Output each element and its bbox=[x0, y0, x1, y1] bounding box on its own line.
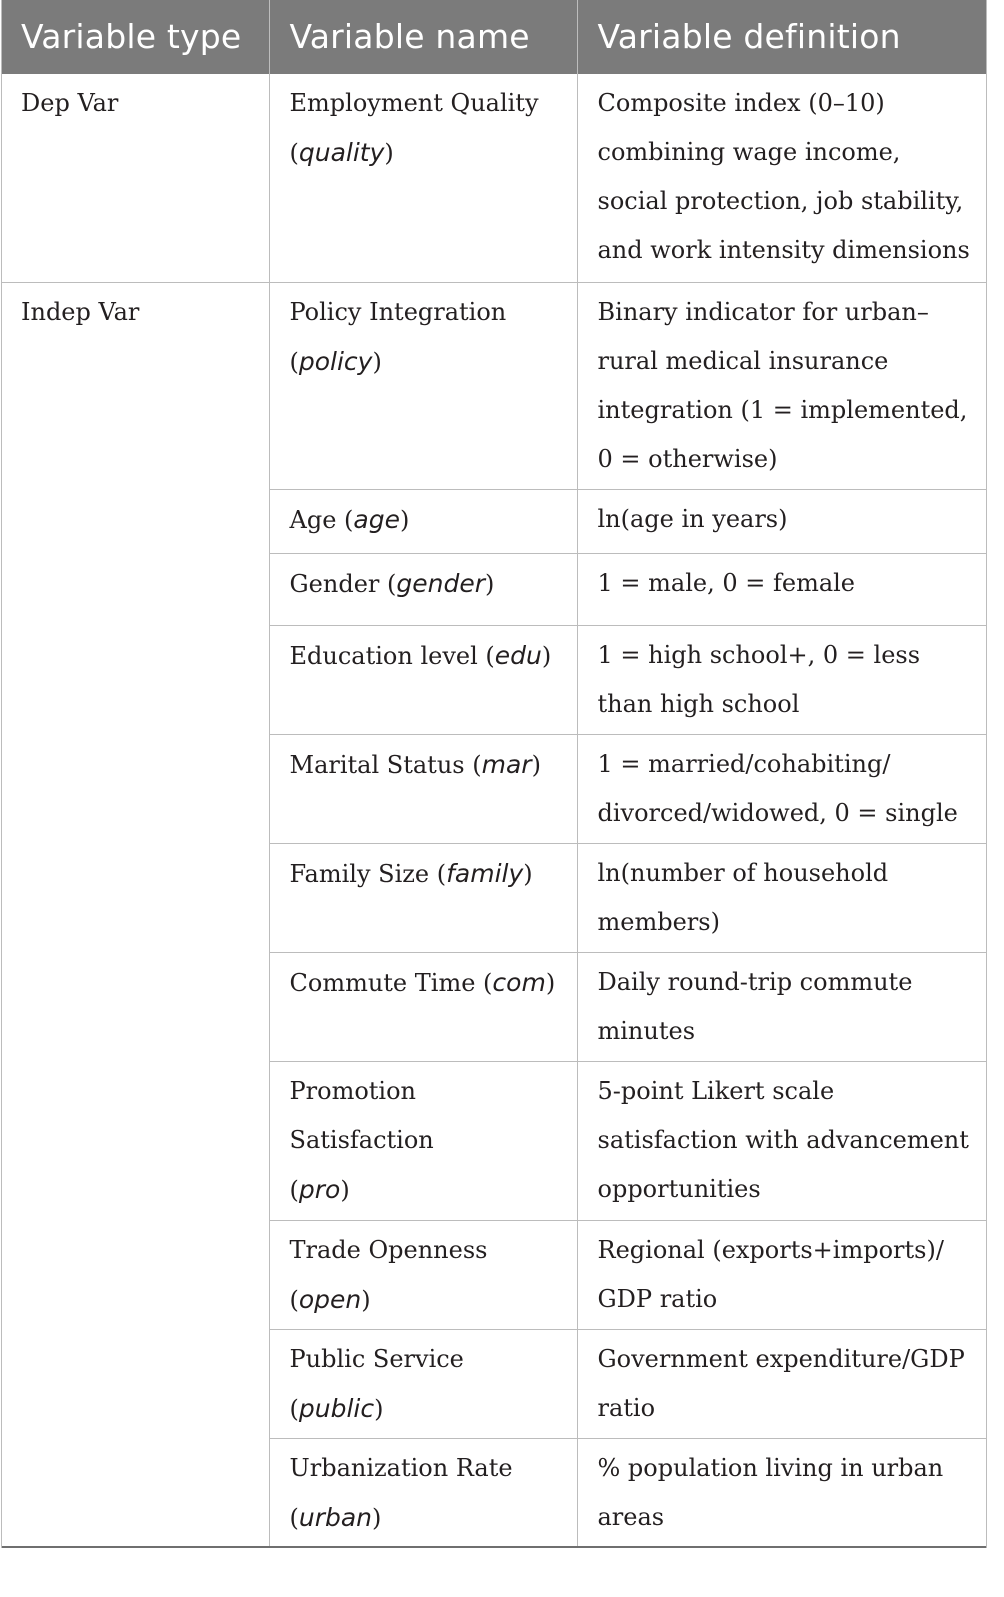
variable-name: Commute Time bbox=[289, 968, 476, 997]
variable-name: Gender bbox=[289, 569, 380, 598]
table-row bbox=[1, 553, 987, 625]
variable-name: Marital Status bbox=[289, 750, 465, 779]
variable-name-cell: Policy Integration (policy) bbox=[269, 282, 577, 489]
variable-abbr: urban bbox=[298, 1502, 373, 1532]
variable-name-cell: Gender (gender) bbox=[269, 553, 577, 625]
variable-abbr: mar bbox=[481, 749, 532, 779]
table-header bbox=[1, 0, 987, 74]
table-body bbox=[1, 74, 987, 1547]
variable-definition-cell: 5-point Likert scale satisfaction with advancement opportunities bbox=[577, 1061, 987, 1220]
variable-abbr: age bbox=[353, 504, 400, 534]
variable-name: Age bbox=[289, 505, 337, 534]
variable-type-cell: Indep Var bbox=[21, 297, 140, 326]
variable-definition-cell: 1 = married/cohabiting/ divorced/widowed, 0 = single bbox=[577, 734, 987, 843]
variable-definition-cell: ln(number of household members) bbox=[577, 843, 987, 952]
variable-abbr: open bbox=[298, 1284, 362, 1314]
table-row bbox=[1, 1329, 987, 1438]
variable-definition-cell: Binary indicator for urban–rural medical insurance integration (1 = implemented, 0 = otherwise) bbox=[577, 282, 987, 489]
variable-abbr: gender bbox=[396, 568, 485, 598]
variable-abbr: edu bbox=[494, 640, 542, 670]
table-row bbox=[1, 1220, 987, 1329]
variable-name-cell: Family Size (family) bbox=[269, 843, 577, 952]
variable-name: Education level bbox=[289, 641, 478, 670]
header-variable-type: Variable type bbox=[1, 0, 269, 74]
variable-abbr: quality bbox=[298, 138, 385, 167]
variable-definition-cell: % population living in urban areas bbox=[577, 1438, 987, 1547]
variable-name-cell: Age (age) bbox=[269, 489, 577, 553]
variable-name: Employment Quality bbox=[289, 89, 539, 117]
header-variable-name: Variable name bbox=[269, 0, 577, 74]
variable-name-cell: Urbanization Rate (urban) bbox=[269, 1438, 577, 1547]
table-row bbox=[1, 625, 987, 734]
variable-type-cell: Dep Var bbox=[1, 74, 269, 282]
table-row bbox=[1, 1438, 987, 1547]
variable-name-cell: Trade Openness (open) bbox=[269, 1220, 577, 1329]
variable-name: Public Service bbox=[289, 1344, 464, 1373]
variable-abbr: public bbox=[298, 1393, 375, 1423]
variable-definition-cell: Regional (exports+imports)/ GDP ratio bbox=[577, 1220, 987, 1329]
variable-definition-cell: Government expenditure/GDP ratio bbox=[577, 1329, 987, 1438]
variable-name: Promotion Satisfaction bbox=[289, 1076, 434, 1154]
table-row bbox=[1, 1061, 987, 1220]
variable-name-cell: Education level (edu) bbox=[269, 625, 577, 734]
variable-definition-cell: 1 = high school+, 0 = less than high school bbox=[577, 625, 987, 734]
variable-name-cell: Commute Time (com) bbox=[269, 952, 577, 1061]
variable-name-cell: Public Service (public) bbox=[269, 1329, 577, 1438]
variable-table-container bbox=[1, 0, 987, 1548]
variable-name: Family Size bbox=[289, 859, 430, 888]
variable-abbr: pro bbox=[298, 1174, 341, 1204]
variable-definition-cell: ln(age in years) bbox=[577, 489, 987, 553]
table-row bbox=[1, 282, 987, 489]
variable-name-cell: Marital Status (mar) bbox=[269, 734, 577, 843]
variable-name: Trade Openness bbox=[289, 1235, 488, 1264]
table-row bbox=[1, 734, 987, 843]
header-variable-definition: Variable definition bbox=[577, 0, 987, 74]
variable-name-cell: Employment Quality (quality) bbox=[269, 74, 577, 282]
variable-definition-cell: Composite index (0–10) combining wage income, social protection, job stability, and work intensity dimensions bbox=[577, 74, 987, 282]
variable-abbr: family bbox=[446, 858, 524, 888]
table-row bbox=[1, 843, 987, 952]
variable-definition-cell: Daily round-trip commute minutes bbox=[577, 952, 987, 1061]
variable-name-cell: Promotion Satisfaction (pro) bbox=[269, 1061, 577, 1220]
table-row bbox=[1, 74, 987, 282]
variable-name: Policy Integration bbox=[289, 297, 507, 326]
table-row bbox=[1, 952, 987, 1061]
header-row bbox=[1, 0, 987, 74]
variable-table bbox=[1, 0, 987, 1548]
variable-name: Urbanization Rate bbox=[289, 1453, 513, 1482]
variable-abbr: policy bbox=[298, 346, 373, 376]
variable-definition-cell: 1 = male, 0 = female bbox=[577, 553, 987, 625]
table-row bbox=[1, 489, 987, 553]
variable-abbr: com bbox=[492, 967, 546, 997]
